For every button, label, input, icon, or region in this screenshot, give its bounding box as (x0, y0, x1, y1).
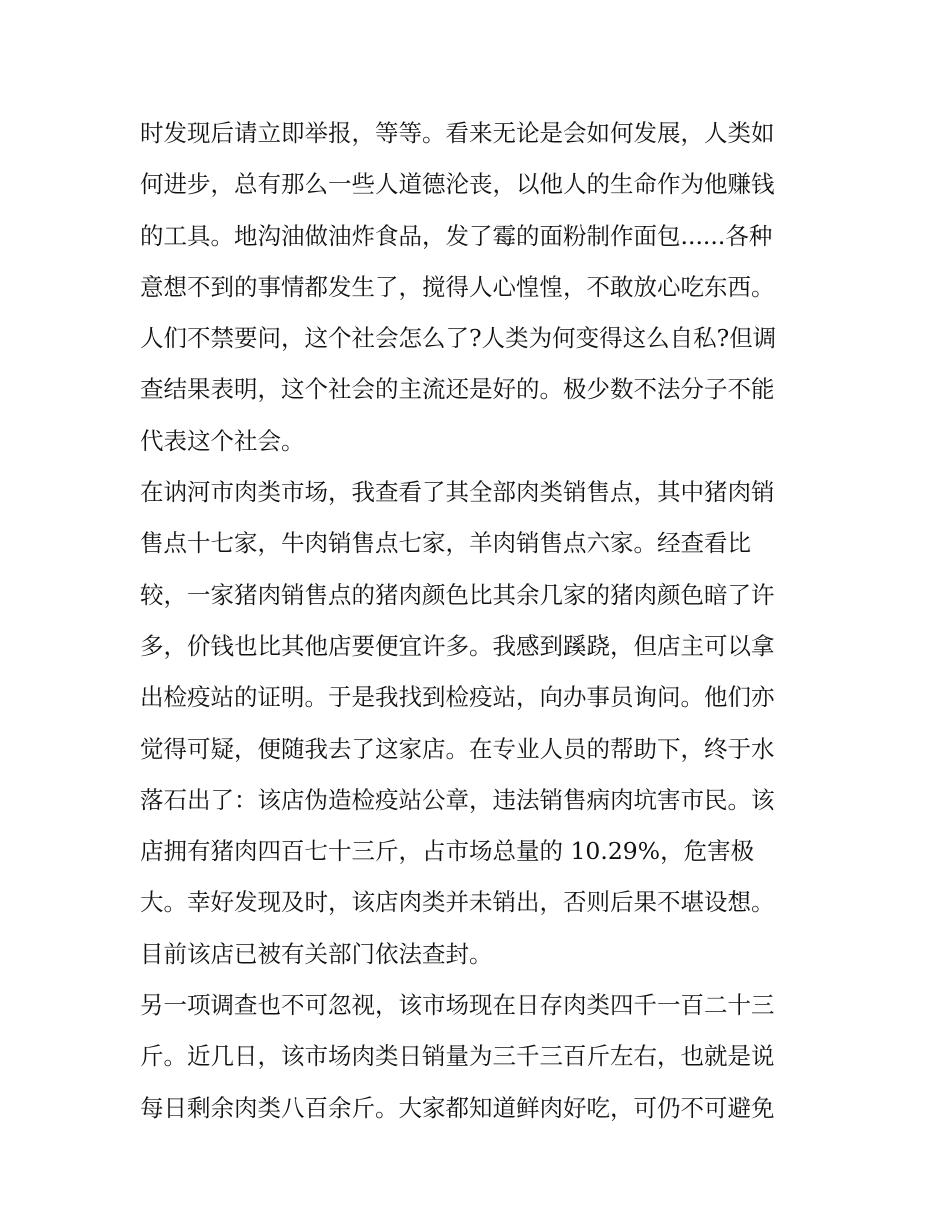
text-line: 查结果表明，这个社会的主流还是好的。极少数不法分子不能 (140, 375, 775, 404)
body-text (140, 108, 820, 1134)
text-line: 何进步，总有那么一些人道德沦丧，以他人的生命作为他赚钱 (140, 170, 775, 199)
text-line: 大。幸好发现及时，该店肉类并未销出，否则后果不堪设想。 (140, 888, 775, 917)
text-line: 目前该店已被有关部门依法查封。 (140, 939, 493, 968)
text-line: 人们不禁要问，这个社会怎么了?人类为何变得这么自私?但调 (140, 324, 777, 353)
text-line: 觉得可疑，便随我去了这家店。在专业人员的帮助下，终于水 (140, 734, 775, 763)
text-line: 落石出了：该店伪造检疫站公章，违法销售病肉坑害市民。该 (140, 785, 775, 814)
text-line: 代表这个社会。 (140, 426, 305, 455)
text-line: 斤。近几日，该市场肉类日销量为三千三百斤左右，也就是说 (140, 1042, 775, 1071)
text-line: 另一项调查也不可忽视，该市场现在日存肉类四千一百二十三 (140, 991, 775, 1020)
text-line: 的工具。地沟油做油炸食品，发了霉的面粉制作面包......各种 (140, 221, 773, 250)
text-line: 每日剩余肉类八百余斤。大家都知道鲜肉好吃，可仍不可避免 (140, 1093, 775, 1122)
text-line: 店拥有猪肉四百七十三斤，占市场总量的 10.29%，危害极 (140, 837, 755, 866)
text-line: 出检疫站的证明。于是我找到检疫站，向办事员询问。他们亦 (140, 683, 775, 712)
text-line: 意想不到的事情都发生了，搅得人心惶惶，不敢放心吃东西。 (140, 272, 775, 301)
text-line: 在讷河市肉类市场，我查看了其全部肉类销售点，其中猪肉销 (140, 478, 775, 507)
text-line: 时发现后请立即举报，等等。看来无论是会如何发展，人类如 (140, 119, 775, 147)
text-line: 多，价钱也比其他店要便宜许多。我感到蹊跷，但店主可以拿 (140, 631, 775, 660)
text-line: 较，一家猪肉销售点的猪肉颜色比其余几家的猪肉颜色暗了许 (140, 580, 775, 609)
text-line: 售点十七家，牛肉销售点七家，羊肉销售点六家。经查看比 (140, 529, 751, 558)
